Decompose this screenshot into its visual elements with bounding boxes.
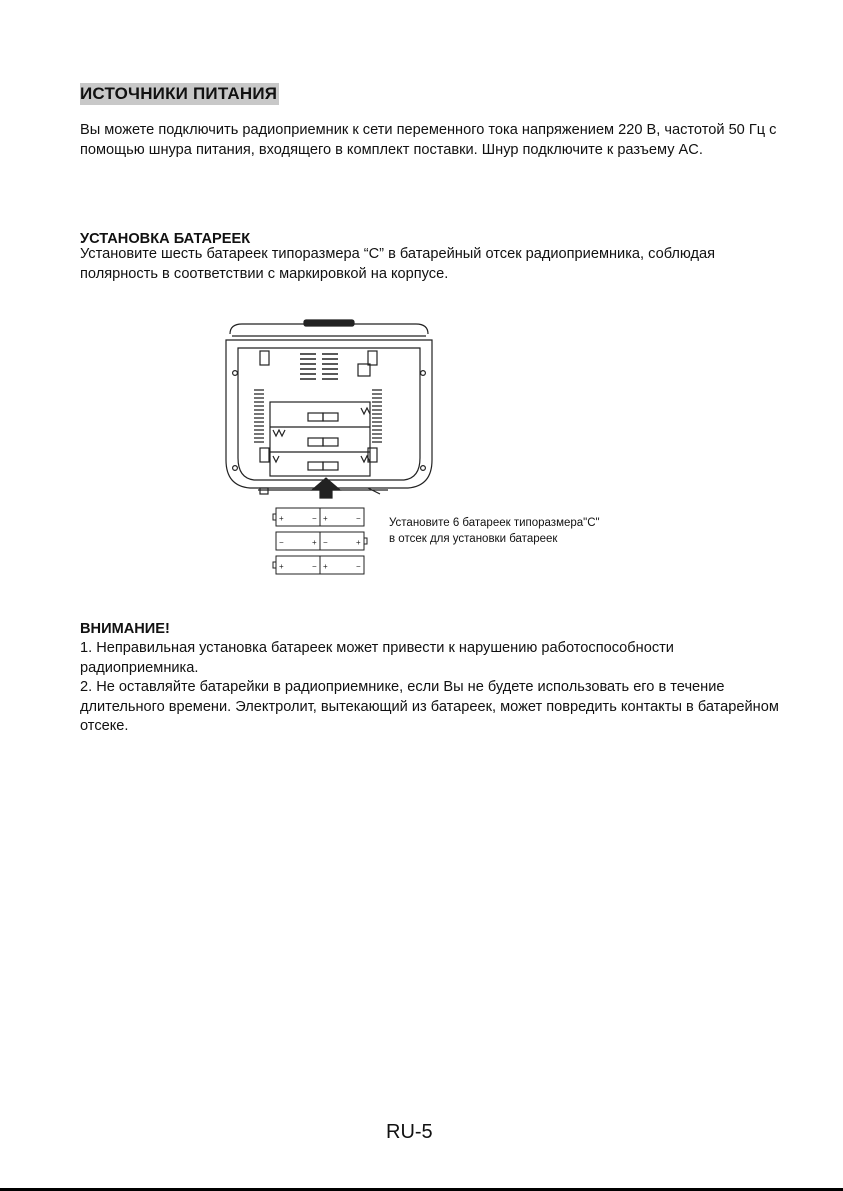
batteries-paragraph: Установите шесть батареек типоразмера “C” в батарейный отсек радиоприемника, соблюдая полярность в соответствии с маркировкой на корпусе. — [80, 246, 716, 282]
power-paragraph: Вы можете подключить радиоприемник к сети переменного тока напряжением 220 В, частотой 50 Гц с помощью шнура питания, входящего в комплект поставки. Шнур подключите к разъему AC. — [80, 122, 777, 158]
section-title-batteries: УСТАНОВКА БАТАРЕЕК — [80, 231, 251, 247]
battery-minus: − — [312, 562, 317, 571]
warning-item: 1. Неправильная установка батареек может привести к нарушению работоспособности радиоприемника. — [80, 640, 674, 676]
battery-plus: + — [356, 538, 361, 547]
battery-minus: − — [323, 538, 328, 547]
battery-plus: + — [312, 538, 317, 547]
battery-minus: − — [356, 562, 361, 571]
battery-plus: + — [279, 514, 284, 523]
battery-minus: − — [312, 514, 317, 523]
battery-minus: − — [356, 514, 361, 523]
warning-title: ВНИМАНИЕ! — [80, 621, 170, 637]
figure-caption — [389, 515, 600, 547]
battery-plus: + — [279, 562, 284, 571]
section-title-power: ИСТОЧНИКИ ПИТАНИЯ — [80, 84, 278, 103]
warning-list — [80, 639, 790, 737]
battery-plus: + — [323, 562, 328, 571]
page-number: RU-5 — [386, 1121, 433, 1143]
battery-plus: + — [323, 514, 328, 523]
battery-minus: − — [279, 538, 284, 547]
caption-line-1: Установите 6 батареек типоразмера"C" — [389, 517, 600, 529]
warning-item: 2. Не оставляйте батарейки в радиоприемнике, если Вы не будете использовать его в течение длительного времени. Электролит, вытекающий из батареек, может повредить контакты в батарейном отсеке. — [80, 679, 779, 735]
caption-line-2: в отсек для установки батареек — [389, 533, 558, 545]
